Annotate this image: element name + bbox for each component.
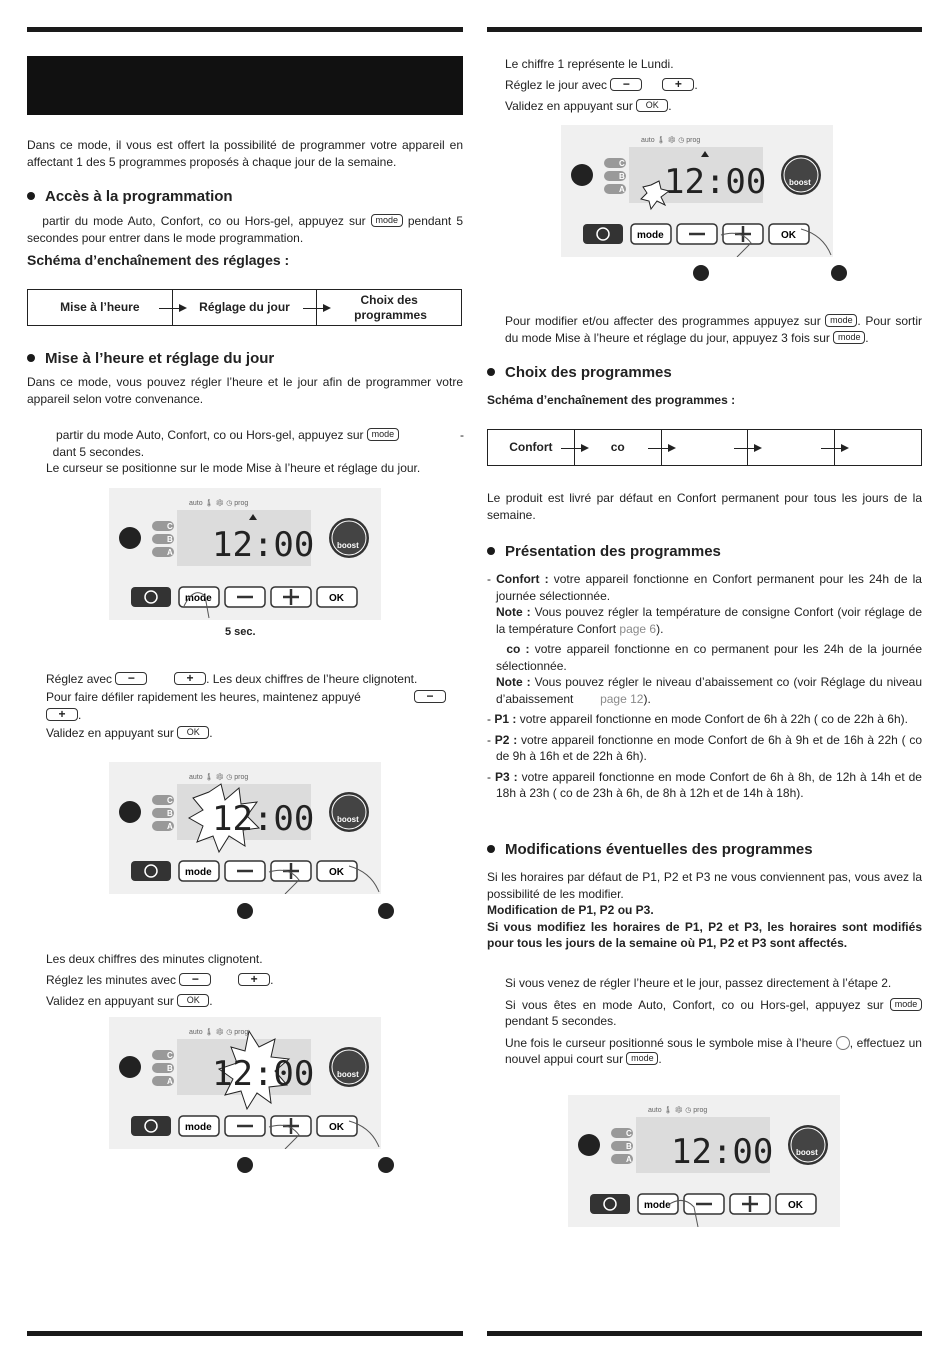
step-marker-dot xyxy=(237,903,253,919)
choix-schema-title: Schéma d’enchaînement des programmes : xyxy=(487,393,736,407)
bullet-icon xyxy=(487,368,495,376)
svg-text:auto 🌡 ❄ ◷ prog: auto 🌡 ❄ ◷ prog xyxy=(189,774,249,781)
svg-text:B: B xyxy=(167,809,173,818)
section-header-banner xyxy=(27,56,463,115)
svg-text:12:00: 12:00 xyxy=(212,1054,315,1094)
step-marker-dot xyxy=(378,1157,394,1173)
svg-text:B: B xyxy=(167,1064,173,1073)
svg-text:12:00: 12:00 xyxy=(664,162,767,202)
arrow-icon xyxy=(734,448,760,449)
modif-text: Pour modifier et/ou affecter des programmes appuyez sur mode . Pour sortir du mode Mise à l’heure et réglage du jour, appuyez 3 fois sur mode . xyxy=(505,314,922,345)
control-panel-svg xyxy=(109,488,381,620)
list-item-eco: co : votre appareil fonctionne en co permanent pour les 24h de la journée sélectionnée. xyxy=(496,642,922,673)
modifs-text: Si les horaires par défaut de P1, P2 et P3 ne vous conviennent pas, vous avez la possibilité de les modifier. Modification de P1, P2 ou P3. Si vous modifiez les horaires de P1, P2 et P3, les horaires sont modifiés pour tous les jours de la semaine où P1, P2 et P3 sont affectés. xyxy=(487,870,922,950)
svg-text:12:00: 12:00 xyxy=(212,525,315,565)
svg-text:auto 🌡 ❄ ◷ prog: auto 🌡 ❄ ◷ prog xyxy=(641,137,701,144)
step1-text: partir du mode Auto, Confort, co ou Hors-gel, appuyez sur mode - dant 5 secondes. Le curseur se positionne sur le mode Mise à l’heure et réglage du jour. xyxy=(46,428,464,475)
control-panel-figure-1 xyxy=(109,488,381,620)
mise-text: Dans ce mode, vous pouvez régler l’heure et le jour afin de programmer votre appareil selon votre convenance. xyxy=(27,375,463,406)
svg-text:OK: OK xyxy=(788,1200,803,1211)
control-panel-figure-5 xyxy=(568,1095,840,1227)
control-panel-svg xyxy=(561,125,833,257)
choix-heading: Choix des programmes xyxy=(487,364,672,382)
top-rule-right xyxy=(487,27,922,32)
step-marker-dot xyxy=(831,265,847,281)
svg-text:mode: mode xyxy=(185,867,212,878)
plus-key-icon: + xyxy=(46,708,78,721)
svg-text:auto 🌡 ❄ ◷ prog: auto 🌡 ❄ ◷ prog xyxy=(189,500,249,507)
control-panel-svg xyxy=(109,1017,381,1149)
steps-text xyxy=(505,975,922,1068)
svg-text:C: C xyxy=(167,796,173,805)
svg-text:auto 🌡 ❄ ◷ prog: auto 🌡 ❄ ◷ prog xyxy=(189,1029,249,1036)
arrow-icon xyxy=(561,448,587,449)
svg-text:boost: boost xyxy=(789,178,811,187)
svg-text:boost: boost xyxy=(337,1070,359,1079)
arrow-icon xyxy=(303,308,329,309)
svg-text:C: C xyxy=(626,1129,632,1138)
step-marker-dot xyxy=(693,265,709,281)
svg-text:mode: mode xyxy=(644,1200,671,1211)
arrow-icon xyxy=(648,448,674,449)
minus-key-icon: − xyxy=(414,690,446,703)
svg-text:12:00: 12:00 xyxy=(671,1132,774,1172)
bullet-icon xyxy=(487,547,495,555)
step2-text: Réglez avec − + . Les deux chiffres de l’heure clignotent. Pour faire défiler rapidement les heures, maintenez appuyé − + . Validez en appuyant sur OK . xyxy=(46,670,446,742)
svg-text:A: A xyxy=(619,185,625,194)
svg-text:boost: boost xyxy=(337,815,359,824)
step-marker-dot xyxy=(237,1157,253,1173)
step-e1: Si vous venez de régler l’heure et le jour, passez directement à l’étape 2. xyxy=(505,976,892,990)
programs-chain xyxy=(487,429,922,466)
bottom-rule-left xyxy=(27,1331,463,1336)
minus-key-icon: − xyxy=(115,672,147,685)
svg-text:boost: boost xyxy=(337,541,359,550)
defaut-text: Le produit est livré par défaut en Confort permanent pour tous les jours de la semaine. xyxy=(487,491,922,522)
list-item-p3: - P3 : votre appareil fonctionne en mode Confort de 6h à 8h, de 12h à 14h et de 18h à 23h ( co de 23h à 6h, de 8h à 12h et de 14h à 18h). xyxy=(487,769,922,800)
svg-text:C: C xyxy=(167,522,173,531)
list-item-note2: Note : Vous pouvez régler le niveau d’abaissement co (voir Réglage du niveau d’abaissement page 12). xyxy=(496,675,922,706)
chain-confort: Confort xyxy=(509,440,553,454)
step-e2: Si vous êtes en mode Auto, Confort, co ou Hors-gel, appuyez sur mode pendant 5 secondes. xyxy=(505,997,922,1030)
svg-text:C: C xyxy=(167,1051,173,1060)
svg-text:auto 🌡 ❄ ◷ prog: auto 🌡 ❄ ◷ prog xyxy=(648,1107,708,1114)
svg-text:OK: OK xyxy=(329,593,344,604)
mise-heading: Mise à l’heure et réglage du jour xyxy=(27,350,274,368)
chain-choix-programmes: Choix des programmes xyxy=(316,290,461,325)
plus-key-icon: + xyxy=(662,78,694,91)
svg-text:mode: mode xyxy=(637,230,664,241)
chain-mise-heure: Mise à l’heure xyxy=(60,300,140,314)
step-e3: Une fois le curseur positionné sous le symbole mise à l’heure , effectuez un nouvel appui court sur mode . xyxy=(505,1035,922,1066)
svg-text:OK: OK xyxy=(329,1122,344,1133)
chain-reglage-jour: Réglage du jour xyxy=(172,290,317,325)
intro-text: Dans ce mode, il vous est offert la possibilité de programmer votre appareil en affectant 1 des 5 programmes proposés à chaque jour de la semaine. xyxy=(27,138,463,169)
program-list xyxy=(487,571,922,802)
arrow-icon xyxy=(821,448,847,449)
control-panel-figure-2 xyxy=(109,762,381,894)
presentation-heading: Présentation des programmes xyxy=(487,543,721,561)
list-item-confort: - Confort : votre appareil fonctionne en Confort permanent pour les 24h de la journée sélectionnée. xyxy=(487,572,922,603)
day-text: Le chiffre 1 représente le Lundi. Réglez le jour avec − + . Validez en appuyant sur OK . xyxy=(505,57,698,113)
svg-text:A: A xyxy=(167,548,173,557)
control-panel-figure-3 xyxy=(109,1017,381,1149)
arrow-icon xyxy=(159,308,185,309)
mode-key-icon: mode xyxy=(626,1052,658,1065)
svg-text:A: A xyxy=(167,1077,173,1086)
schema-title: Schéma d’enchaînement des réglages : xyxy=(27,252,290,268)
svg-text:B: B xyxy=(626,1142,632,1151)
svg-text:OK: OK xyxy=(781,230,796,241)
mode-key-icon: mode xyxy=(367,428,399,441)
mode-key-icon: mode xyxy=(833,331,865,344)
caption-5sec: 5 sec. xyxy=(225,626,256,638)
list-item-p1: - P1 : votre appareil fonctionne en mode Confort de 6h à 22h ( co de 22h à 6h). xyxy=(487,712,908,726)
bottom-rule-right xyxy=(487,1331,922,1336)
control-panel-svg xyxy=(568,1095,840,1227)
acces-text: partir du mode Auto, Confort, co ou Hors-gel, appuyez sur mode pendant 5 secondes pour entrer dans le mode programmation. xyxy=(27,214,464,245)
step-marker-dot xyxy=(378,903,394,919)
mode-key-icon: mode xyxy=(825,314,857,327)
settings-chain xyxy=(27,289,462,326)
clock-icon xyxy=(836,1036,850,1050)
chain-eco: co xyxy=(574,430,661,465)
modifs-heading: Modifications éventuelles des programmes xyxy=(487,841,813,859)
ok-key-icon: OK xyxy=(636,99,668,112)
mode-key-icon: mode xyxy=(890,998,922,1011)
control-panel-svg xyxy=(109,762,381,894)
svg-text:OK: OK xyxy=(329,867,344,878)
control-panel-figure-4 xyxy=(561,125,833,257)
minus-key-icon: − xyxy=(610,78,642,91)
list-item-p2: - P2 : votre appareil fonctionne en mode Confort de 6h à 9h et de 16h à 22h ( co de 9h à 16h et de 22h à 6h). xyxy=(487,732,922,763)
svg-text:mode: mode xyxy=(185,593,212,604)
bullet-icon xyxy=(27,192,35,200)
svg-text:A: A xyxy=(626,1155,632,1164)
ok-key-icon: OK xyxy=(177,994,209,1007)
bullet-icon xyxy=(487,845,495,853)
plus-key-icon: + xyxy=(238,973,270,986)
minus-key-icon: − xyxy=(179,973,211,986)
chain-p3 xyxy=(834,430,921,465)
svg-text:mode: mode xyxy=(185,1122,212,1133)
svg-text:12:00: 12:00 xyxy=(212,799,315,839)
svg-text:B: B xyxy=(619,172,625,181)
plus-key-icon: + xyxy=(174,672,206,685)
top-rule-left xyxy=(27,27,463,32)
acces-heading: Accès à la programmation xyxy=(27,188,233,206)
svg-text:A: A xyxy=(167,822,173,831)
bullet-icon xyxy=(27,354,35,362)
svg-text:boost: boost xyxy=(796,1148,818,1157)
mode-key-icon: mode xyxy=(371,214,403,227)
svg-text:C: C xyxy=(619,159,625,168)
list-item-note1: Note : Vous pouvez régler la température de consigne Confort (voir réglage de la température Confort page 6). xyxy=(496,605,923,636)
ok-key-icon: OK xyxy=(177,726,209,739)
step3-text: Les deux chiffres des minutes clignotent. Réglez les minutes avec − + . Validez en appuyant sur OK . xyxy=(46,952,274,1008)
svg-text:B: B xyxy=(167,535,173,544)
